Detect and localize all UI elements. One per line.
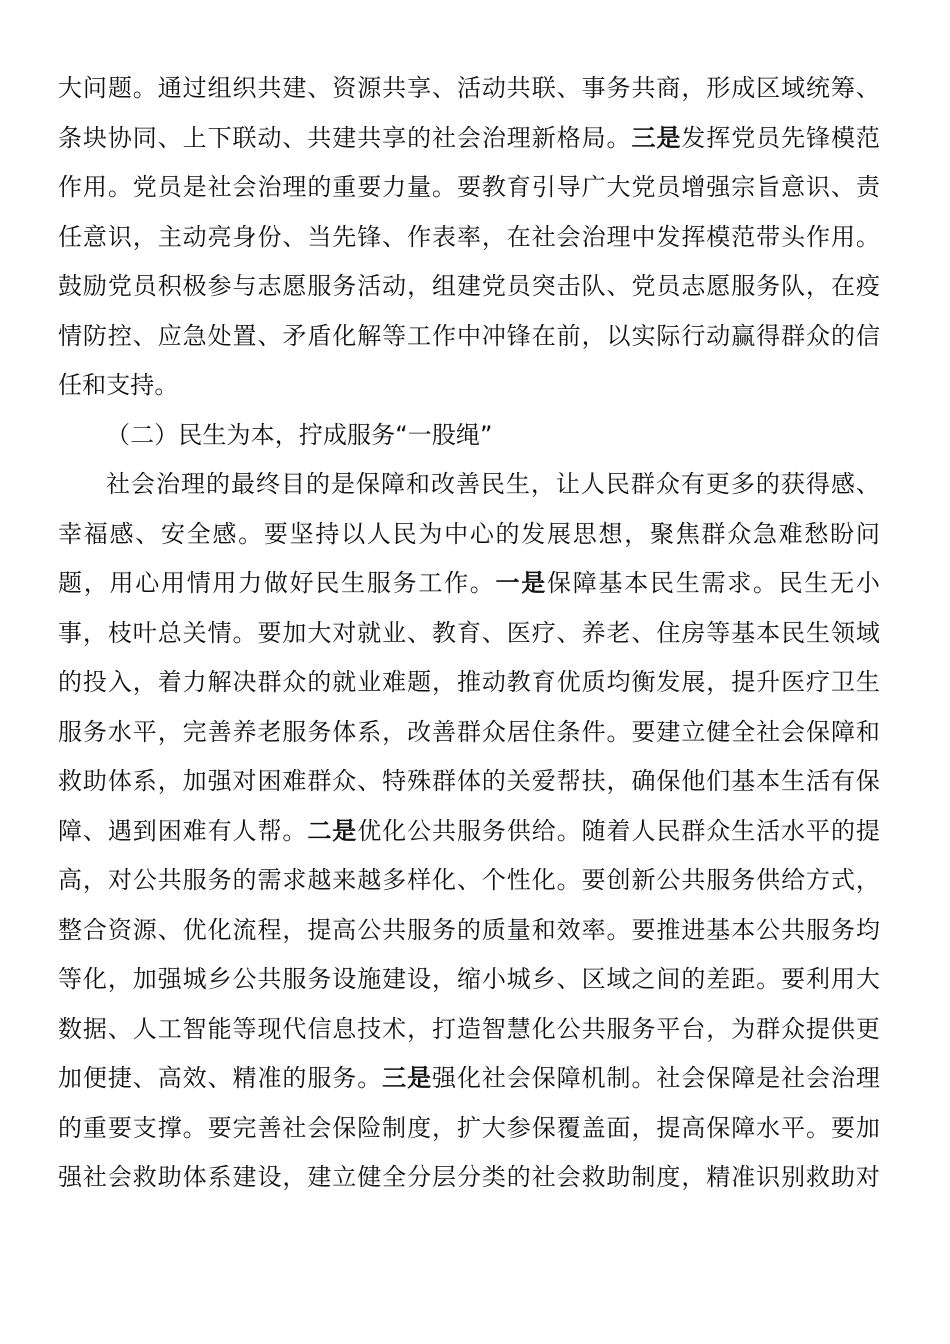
paragraph-line: 强社会救助体系建设，建立健全分层分类的社会救助制度，精准识别救助对 xyxy=(58,1163,880,1191)
paragraph-line: 高，对公共服务的需求越来越多样化、个性化。要创新公共服务供给方式， xyxy=(58,866,880,894)
paragraph-line xyxy=(58,1054,880,1104)
paragraph-line: 等化，加强城乡公共服务设施建设，缩小城乡、区域之间的差距。要利用大 xyxy=(58,965,880,993)
paragraph-line: 整合资源、优化流程，提高公共服务的质量和效率。要推进基本公共服务均 xyxy=(58,915,880,944)
paragraph-line: 服务水平，完善养老服务体系，改善群众居住条件。要建立健全社会保障和 xyxy=(58,717,880,746)
paragraph-line: 数据、人工智能等现代信息技术，打造智慧化公共服务平台，为群众提供更 xyxy=(58,1014,880,1043)
text-run: 保障基本民生需求。民生无小 xyxy=(547,569,880,597)
text-run: 加便捷、高效、精准的服务。 xyxy=(58,1064,383,1092)
paragraph-line: 鼓励党员积极参与志愿服务活动，组建党员突击队、党员志愿服务队，在疫 xyxy=(58,272,880,300)
text-run: 强化社会保障机制。社会保障是社会治理 xyxy=(432,1064,880,1092)
paragraph-line xyxy=(58,114,880,164)
bold-marker: 二是 xyxy=(307,816,358,845)
text-run: 障、遇到困难有人帮。 xyxy=(58,816,308,845)
paragraph-line: 社会治理的最终目的是保障和改善民生，让人民群众有更多的获得感、 xyxy=(106,470,880,498)
paragraph-line: 作用。党员是社会治理的重要力量。要教育引导广大党员增强宗旨意识、责 xyxy=(58,173,880,201)
text-run: 优化公共服务供给。随着人民群众生活水平的提 xyxy=(357,816,880,845)
text-run: 题，用心用情用力做好民生服务工作。 xyxy=(58,569,496,597)
paragraph-line: 任和支持。 xyxy=(58,371,179,399)
paragraph-line: 幸福感、安全感。要坚持以人民为中心的发展思想，聚焦群众急难愁盼问 xyxy=(58,519,880,548)
paragraph-line: 的重要支撑。要完善社会保险制度，扩大参保覆盖面，提高保障水平。要加 xyxy=(58,1113,880,1142)
section-heading: （二）民生为本，拧成服务“一股绳” xyxy=(106,420,493,449)
bold-marker: 三是 xyxy=(382,1064,433,1092)
text-run: 发挥党员先锋模范 xyxy=(681,123,880,152)
paragraph-line xyxy=(58,807,880,857)
bold-marker: 一是 xyxy=(495,569,548,597)
text-run: 条块协同、上下联动、共建共享的社会治理新格局。 xyxy=(58,123,632,152)
paragraph-line xyxy=(58,559,880,609)
bold-marker: 三是 xyxy=(631,123,682,152)
paragraph-line: 情防控、应急处置、矛盾化解等工作中冲锋在前，以实际行动赢得群众的信 xyxy=(58,321,880,350)
document-page xyxy=(58,64,880,1203)
paragraph-line: 的投入，着力解决群众的就业难题，推动教育优质均衡发展，提升医疗卫生 xyxy=(58,668,880,696)
paragraph-line: 救助体系，加强对困难群众、特殊群体的关爱帮扶，确保他们基本生活有保 xyxy=(58,767,880,795)
paragraph-line: 大问题。通过组织共建、资源共享、活动共联、事务共商，形成区域统筹、 xyxy=(58,74,880,102)
paragraph-line: 事，枝叶总关情。要加大对就业、教育、医疗、养老、住房等基本民生领域 xyxy=(58,618,880,647)
paragraph-line: 任意识，主动亮身份、当先锋、作表率，在社会治理中发挥模范带头作用。 xyxy=(58,222,880,251)
